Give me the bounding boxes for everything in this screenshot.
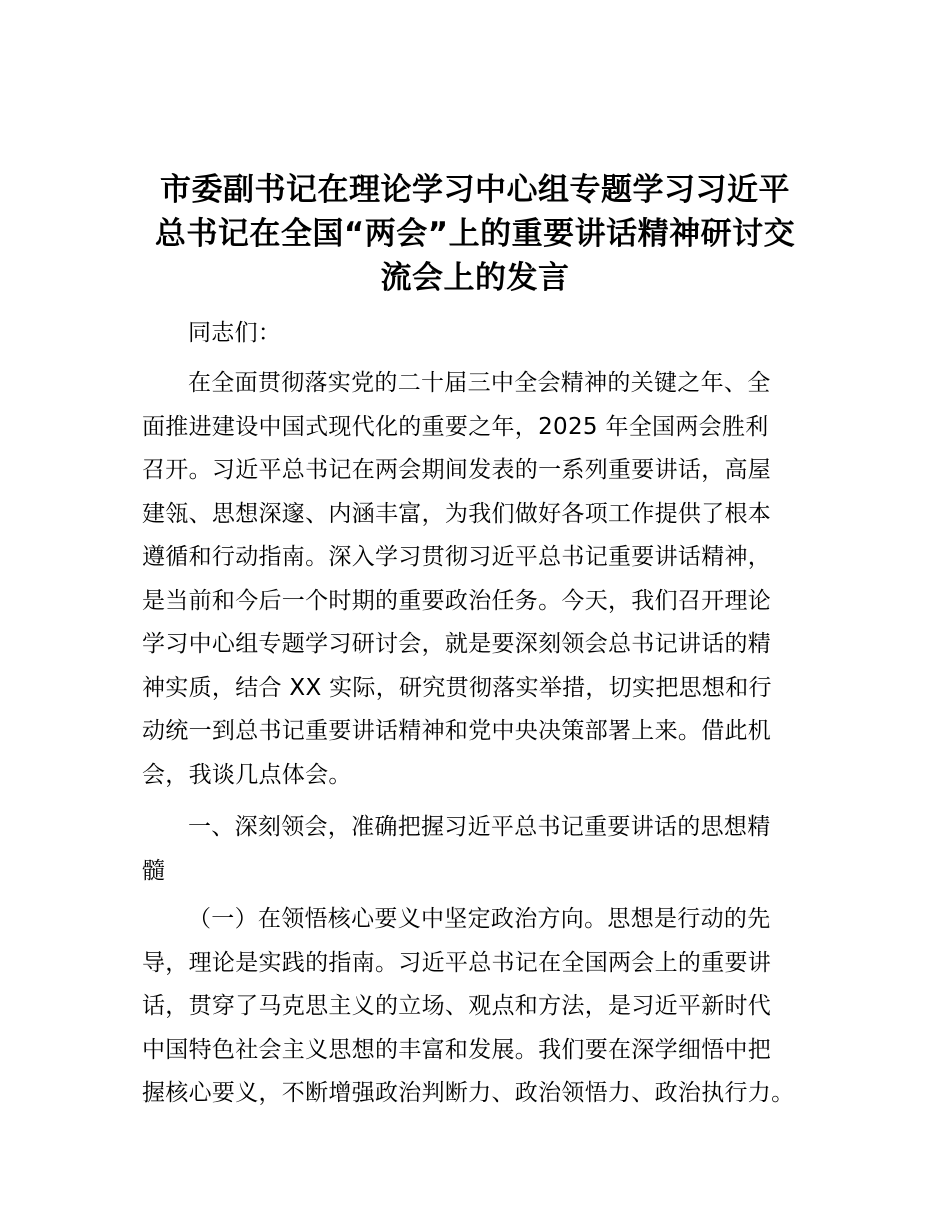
paragraph-1-line: 会，我谈几点体会。 <box>142 761 352 788</box>
section-heading-1-line: 髓 <box>142 857 166 884</box>
section-heading-1-line: 一、深刻领会，准确把握习近平总书记重要讲话的思想精 <box>188 814 771 840</box>
title-line-1: 市委副书记在理论学习中心组专题学习习近平 <box>160 172 790 208</box>
paragraph-2 <box>142 898 826 1116</box>
paragraph-1 <box>142 362 826 797</box>
paragraph-2-line: （一）在领悟核心要义中坚定政治方向。思想是行动的先 <box>188 906 771 932</box>
section-heading-1 <box>142 806 826 893</box>
title-line-2: 总书记在全国“两会”上的重要讲话精神研讨交 <box>154 216 796 252</box>
paragraph-1-line: 学习中心组专题学习研讨会，就是要深刻领会总书记讲话的精 <box>142 631 772 657</box>
greeting <box>142 312 826 356</box>
paragraph-1-line: 是当前和今后一个时期的重要政治任务。今天，我们召开理论 <box>142 587 772 614</box>
paragraph-2-line: 中国特色社会主义思想的丰富和发展。我们要在深学细悟中把 <box>142 1036 772 1063</box>
paragraph-1-line: 神实质，结合 XX 实际，研究贯彻落实举措，切实把思想和行 <box>142 674 772 701</box>
paragraph-2-line: 握核心要义，不断增强政治判断力、政治领悟力、政治执行力。 <box>142 1080 795 1106</box>
paragraph-1-line: 召开。习近平总书记在两会期间发表的一系列重要讲话，高屋 <box>142 457 772 483</box>
document-title <box>120 168 830 300</box>
greeting-text: 同志们： <box>188 320 282 346</box>
paragraph-1-line: 建瓴、思想深邃、内涵丰富，为我们做好各项工作提供了根本 <box>142 500 772 527</box>
paragraph-1-line: 面推进建设中国式现代化的重要之年，2025 年全国两会胜利 <box>142 413 769 440</box>
paragraph-1-line: 在全面贯彻落实党的二十届三中全会精神的关键之年、全 <box>188 370 771 396</box>
paragraph-2-line: 导，理论是实践的指南。习近平总书记在全国两会上的重要讲 <box>142 949 772 976</box>
paragraph-1-line: 遵循和行动指南。深入学习贯彻习近平总书记重要讲话精神， <box>142 544 772 570</box>
paragraph-1-line: 动统一到总书记重要讲话精神和党中央决策部署上来。借此机 <box>142 718 772 744</box>
paragraph-2-line: 话，贯穿了马克思主义的立场、观点和方法，是习近平新时代 <box>142 993 772 1019</box>
title-line-3: 流会上的发言 <box>380 260 570 296</box>
